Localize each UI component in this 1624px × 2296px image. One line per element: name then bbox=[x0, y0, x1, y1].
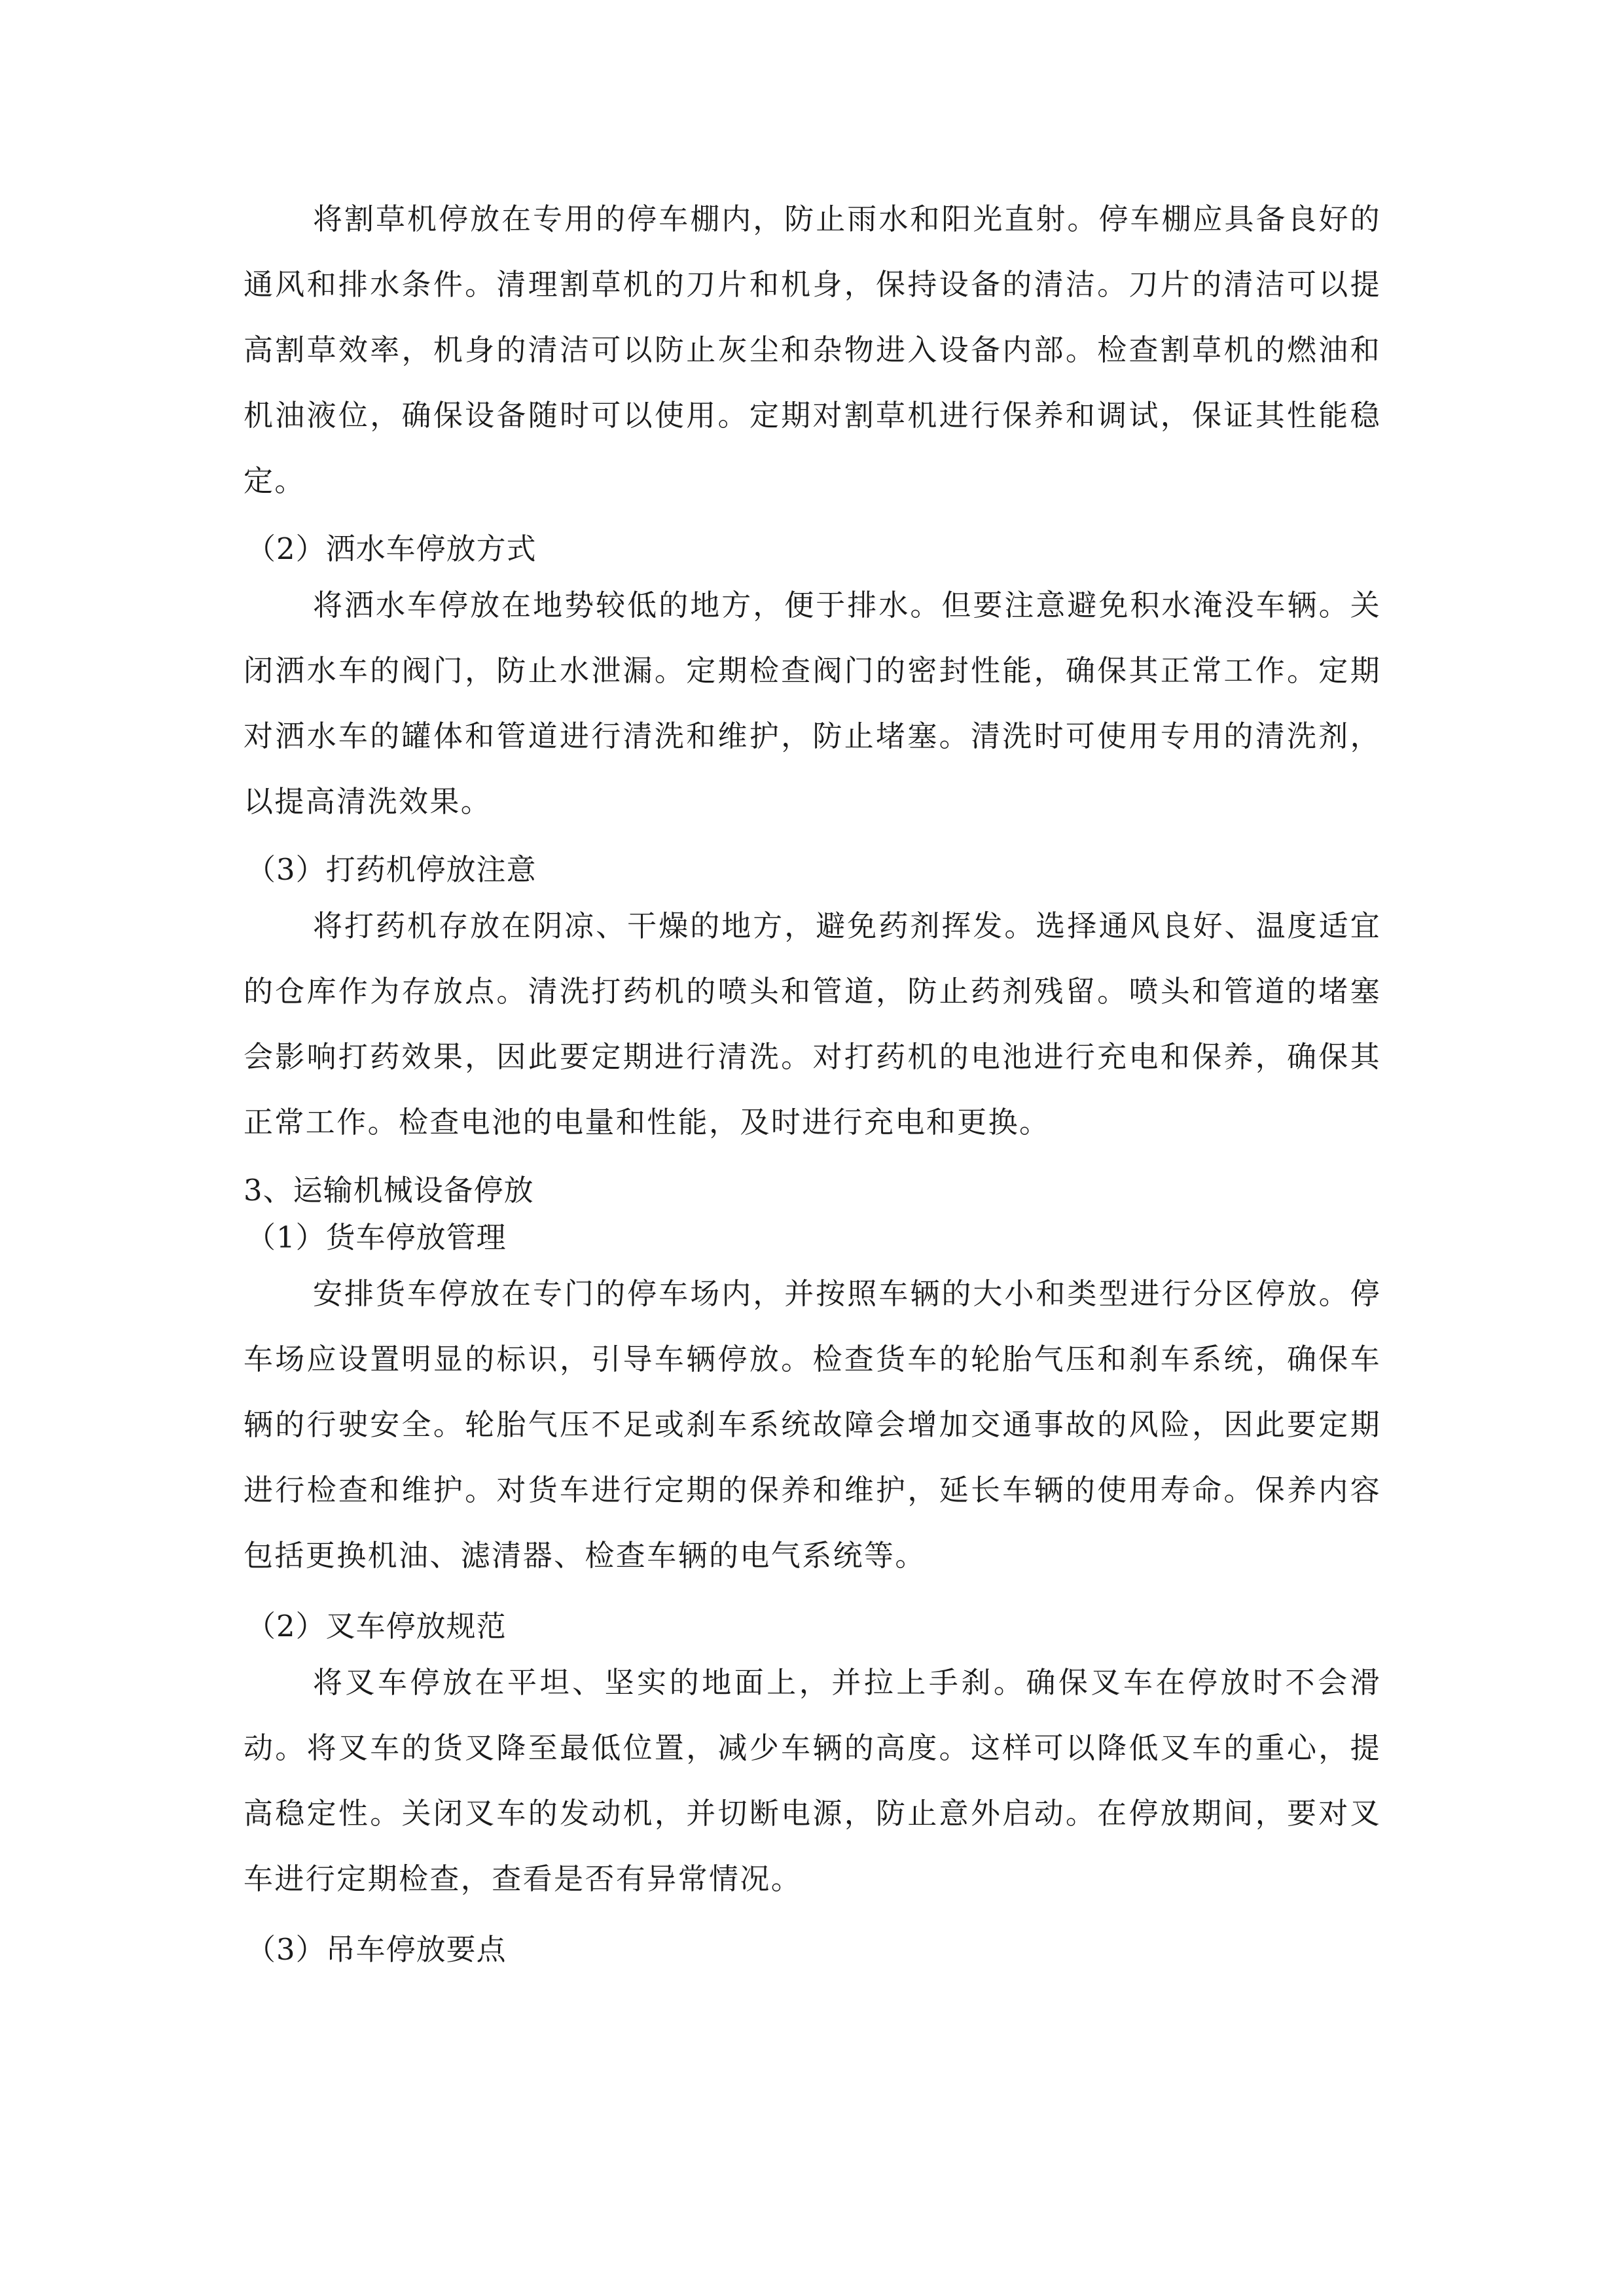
subheading-forklift: （2）叉车停放规范 bbox=[246, 1609, 507, 1643]
paragraph-sprinkler-truck: 将洒水车停放在地势较低的地方，便于排水。但要注意避免积水淹没车辆。关闭洒水车的阀门，防止水泄漏。定期检查阀门的密封性能，确保其正常工作。定期对洒水车的罐体和管道进行清洗和维护，防止堵塞。清洗时可使用专用的清洗剂，以提高清洗效果。 bbox=[244, 588, 1381, 819]
subheading-sprayer: （3）打药机停放注意 bbox=[246, 852, 537, 887]
paragraph-truck: 安排货车停放在专门的停车场内，并按照车辆的大小和类型进行分区停放。停车场应设置明显的标识，引导车辆停放。检查货车的轮胎气压和刹车系统，确保车辆的行驶安全。轮胎气压不足或刹车系统故障会增加交通事故的风险，因此要定期进行检查和维护。对货车进行定期的保养和维护，延长车辆的使用寿命。保养内容包括更换机油、滤清器、检查车辆的电气系统等。 bbox=[244, 1276, 1381, 1573]
spacer bbox=[244, 1588, 1381, 1603]
spacer bbox=[244, 514, 1381, 526]
paragraph-forklift: 将叉车停放在平坦、坚实的地面上，并拉上手刹。确保叉车在停放时不会滑动。将叉车的货叉降至最低位置，减少车辆的高度。这样可以降低叉车的重心，提高稳定性。关闭叉车的发动机，并切断电源，防止意外启动。在停放期间，要对叉车进行定期检查，查看是否有异常情况。 bbox=[244, 1665, 1381, 1896]
spacer bbox=[244, 834, 1381, 846]
section-heading-transport-machinery: 3、运输机械设备停放 bbox=[244, 1173, 534, 1208]
subheading-sprinkler-truck: （2）洒水车停放方式 bbox=[246, 531, 537, 566]
paragraph-mower-parking: 将割草机停放在专用的停车棚内，防止雨水和阳光直射。停车棚应具备良好的通风和排水条件。清理割草机的刀片和机身，保持设备的清洁。刀片的清洁可以提高割草效率，机身的清洁可以防止灰尘和杂物进入设备内部。检查割草机的燃油和机油液位，确保设备随时可以使用。定期对割草机进行保养和调试，保证其性能稳定。 bbox=[244, 202, 1381, 498]
document-body bbox=[244, 187, 1381, 1973]
subheading-truck: （1）货车停放管理 bbox=[246, 1220, 507, 1255]
subheading-crane: （3）吊车停放要点 bbox=[246, 1932, 507, 1967]
spacer bbox=[244, 1912, 1381, 1926]
paragraph-sprayer: 将打药机存放在阴凉、干燥的地方，避免药剂挥发。选择通风良好、温度适宜的仓库作为存放点。清洗打药机的喷头和管道，防止药剂残留。喷头和管道的堵塞会影响打药效果，因此要定期进行清洗。对打药机的电池进行充电和保养，确保其正常工作。检查电池的电量和性能，及时进行充电和更换。 bbox=[244, 908, 1381, 1139]
spacer bbox=[244, 1155, 1381, 1167]
